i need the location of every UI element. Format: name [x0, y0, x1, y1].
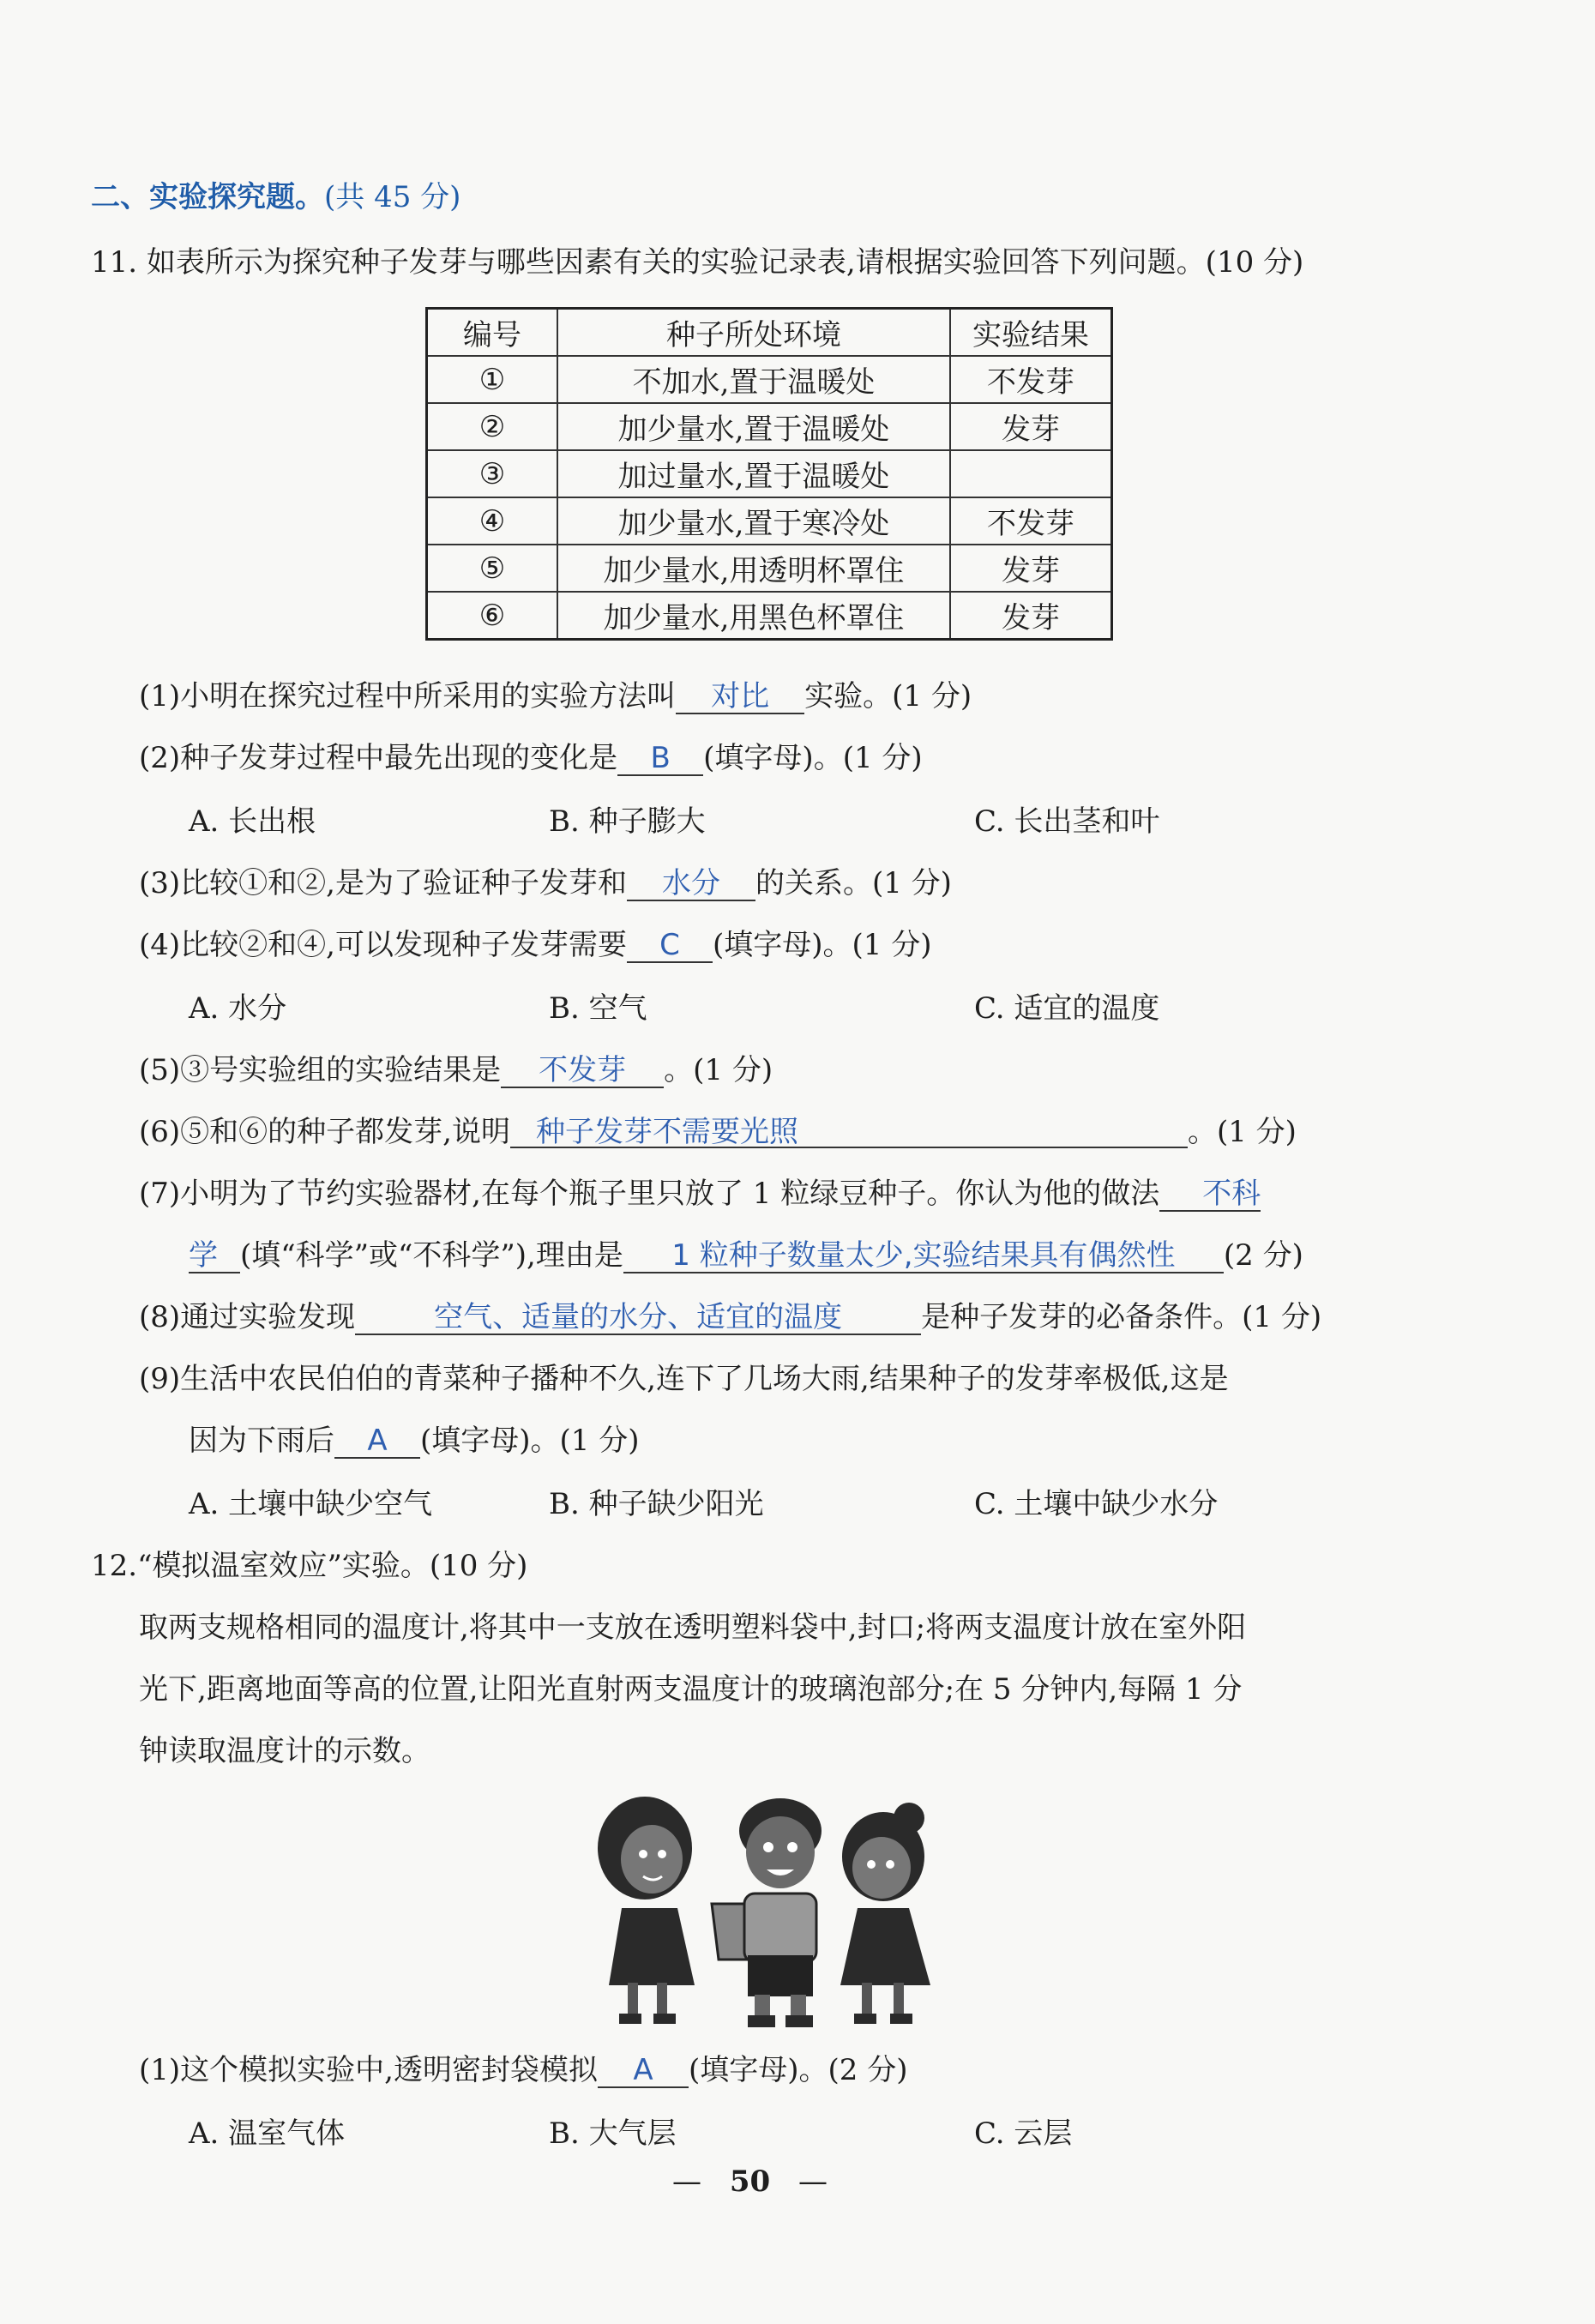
- section-title: 二、实验探究题。: [91, 180, 324, 214]
- q11-stem: 11. 如表所示为探究种子发芽与哪些因素有关的实验记录表,请根据实验回答下列问题。(10 分): [91, 245, 1304, 280]
- q11-part9-line1: (9)生活中农民伯伯的青菜种子播种不久,连下了几场大雨,结果种子的发芽率极低,这是: [139, 1362, 1229, 1396]
- table-cell-id: ②: [427, 403, 558, 450]
- footer-dash-left: —: [672, 2164, 701, 2199]
- table-row: [427, 545, 1112, 592]
- q12-part1: [139, 2051, 907, 2089]
- table-cell-result: 发芽: [950, 403, 1112, 450]
- table-cell-result: [950, 450, 1112, 497]
- q11-part7-line2: [189, 1237, 1303, 1274]
- q11-part4: [139, 926, 931, 964]
- table-header-cell: 种子所处环境: [557, 309, 950, 357]
- section-heading: [91, 178, 460, 216]
- question-text: 。(1 分): [664, 1053, 773, 1087]
- question-text: 。(1 分): [1187, 1115, 1297, 1149]
- question-text: (3)比较①和②,是为了验证种子发芽和: [139, 866, 627, 900]
- table-row: [427, 450, 1112, 497]
- table-cell-result: 发芽: [950, 592, 1112, 640]
- q12-stem: 12.“模拟温室效应”实验。(10 分): [91, 1549, 528, 1583]
- q11-part2: [139, 739, 923, 777]
- question-text: 因为下雨后: [189, 1424, 334, 1458]
- page-footer: [672, 2163, 828, 2201]
- footer-dash-right: —: [798, 2164, 828, 2199]
- table-cell-env: 加少量水,置于寒冷处: [557, 497, 950, 545]
- q11-part5: [139, 1051, 773, 1089]
- question-text: (2)种子发芽过程中最先出现的变化是: [139, 741, 618, 775]
- table-cell-id: ⑥: [427, 592, 558, 640]
- table-cell-id: ①: [427, 356, 558, 403]
- table-row: [427, 356, 1112, 403]
- question-text: (8)通过实验发现: [139, 1300, 356, 1334]
- answer-blank[interactable]: 对比: [676, 680, 804, 714]
- question-text: (7)小明为了节约实验器材,在每个瓶子里只放了 1 粒绿豆种子。你认为他的做法: [139, 1177, 1160, 1211]
- option-b: B. 空气: [549, 991, 647, 1026]
- option-b: B. 大气层: [549, 2116, 677, 2151]
- table-cell-id: ⑤: [427, 545, 558, 592]
- table-cell-env: 不加水,置于温暖处: [557, 356, 950, 403]
- table-cell-id: ④: [427, 497, 558, 545]
- answer-blank[interactable]: A: [598, 2054, 689, 2088]
- q11-part9-line2: [189, 1422, 640, 1460]
- table-row: [427, 497, 1112, 545]
- question-text: 实验。(1 分): [804, 679, 972, 713]
- q11-part8: [139, 1298, 1321, 1336]
- table-header-cell: 编号: [427, 309, 558, 357]
- experiment-record-table: [425, 307, 1113, 641]
- table-cell-env: 加少量水,用透明杯罩住: [557, 545, 950, 592]
- table-cell-env: 加少量水,用黑色杯罩住: [557, 592, 950, 640]
- boy-figure: [739, 1798, 822, 2027]
- option-c: C. 长出茎和叶: [974, 804, 1160, 839]
- question-text: (1)这个模拟实验中,透明密封袋模拟: [139, 2053, 598, 2087]
- question-text: (6)⑤和⑥的种子都发芽,说明: [139, 1115, 510, 1149]
- children-illustration: [583, 1784, 960, 2032]
- table-cell-result: 发芽: [950, 545, 1112, 592]
- option-a: A. 土壤中缺少空气: [189, 1487, 433, 1521]
- option-b: B. 种子缺少阳光: [549, 1487, 764, 1521]
- answer-blank[interactable]: 水分: [627, 867, 755, 901]
- q11-part3: [139, 864, 952, 902]
- section-points: (共 45 分): [324, 180, 461, 214]
- answer-blank[interactable]: 不科: [1159, 1177, 1261, 1212]
- question-text: (1)小明在探究过程中所采用的实验方法叫: [139, 679, 677, 713]
- question-text: (5)③号实验组的实验结果是: [139, 1053, 502, 1087]
- question-text: (4)比较②和④,可以发现种子发芽需要: [139, 928, 627, 962]
- table-cell-id: ③: [427, 450, 558, 497]
- option-a: A. 长出根: [189, 804, 316, 839]
- question-text: 是种子发芽的必备条件。(1 分): [921, 1300, 1322, 1334]
- option-c: C. 云层: [974, 2116, 1073, 2151]
- table-cell-result: 不发芽: [950, 356, 1112, 403]
- q11-part7-line1: [139, 1175, 1261, 1213]
- answer-blank[interactable]: C: [627, 929, 713, 963]
- option-c: C. 适宜的温度: [974, 991, 1160, 1026]
- girl-right-figure: [840, 1803, 930, 2024]
- answer-blank[interactable]: 不发芽: [501, 1054, 664, 1088]
- answer-blank-cont[interactable]: 学: [189, 1239, 240, 1273]
- question-text: (填字母)。(2 分): [688, 2053, 908, 2087]
- answer-blank[interactable]: A: [334, 1424, 420, 1459]
- question-text: (2 分): [1223, 1238, 1303, 1273]
- option-b: B. 种子膨大: [549, 804, 706, 839]
- option-c: C. 土壤中缺少水分: [974, 1487, 1219, 1521]
- question-text: (填字母)。(1 分): [703, 741, 923, 775]
- page-number: 50: [729, 2164, 771, 2199]
- answer-blank[interactable]: 1 粒种子数量太少,实验结果具有偶然性: [623, 1239, 1224, 1273]
- table-cell-env: 加过量水,置于温暖处: [557, 450, 950, 497]
- table-cell-result: 不发芽: [950, 497, 1112, 545]
- table-header-row: [427, 309, 1112, 357]
- q12-paragraph-line: 钟读取温度计的示数。: [139, 1734, 430, 1768]
- table-cell-env: 加少量水,置于温暖处: [557, 403, 950, 450]
- table-row: [427, 403, 1112, 450]
- answer-blank[interactable]: 种子发芽不需要光照: [510, 1116, 1188, 1148]
- table-row: [427, 592, 1112, 640]
- q12-paragraph-line: 取两支规格相同的温度计,将其中一支放在透明塑料袋中,封口;将两支温度计放在室外阳: [139, 1611, 1247, 1645]
- q12-paragraph-line: 光下,距离地面等高的位置,让阳光直射两支温度计的玻璃泡部分;在 5 分钟内,每隔 1 分: [139, 1672, 1243, 1707]
- question-text: (填字母)。(1 分): [712, 928, 932, 962]
- girl-left-figure: [598, 1797, 695, 2024]
- option-a: A. 温室气体: [189, 2116, 346, 2151]
- question-text: 的关系。(1 分): [755, 866, 952, 900]
- answer-blank[interactable]: B: [617, 742, 703, 776]
- question-text: (填字母)。(1 分): [420, 1424, 640, 1458]
- question-text: (填“科学”或“不科学”),理由是: [240, 1238, 623, 1273]
- answer-blank[interactable]: 空气、适量的水分、适宜的温度: [355, 1301, 921, 1335]
- table-header-cell: 实验结果: [950, 309, 1112, 357]
- q11-part1: [139, 677, 972, 715]
- q11-part6: [139, 1113, 1297, 1151]
- option-a: A. 水分: [189, 991, 287, 1026]
